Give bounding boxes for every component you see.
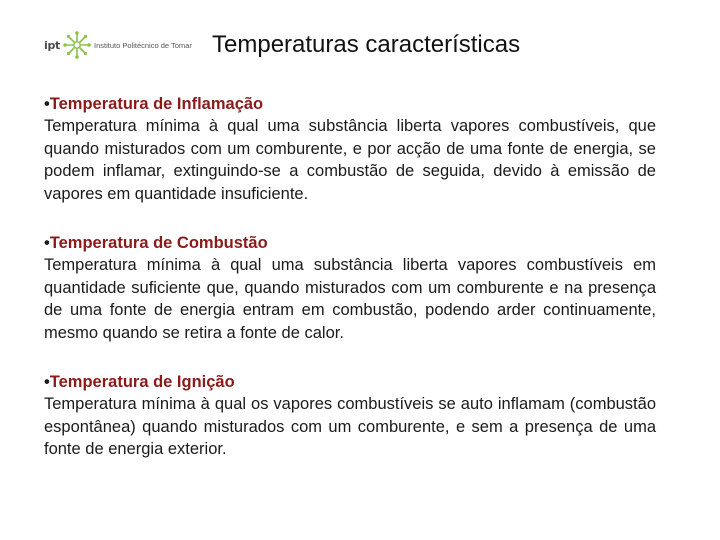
bullet: •: [44, 95, 50, 113]
bullet: •: [44, 373, 50, 391]
section-body: Temperatura mínima à qual uma substância liberta vapores combustíveis em quantidade suficiente que, quando misturados com um comburente e na presença de uma fonte de energia entram em combustão, podendo arder continuamente, mesmo quando se retira a fonte de calor.: [44, 256, 656, 342]
section-heading-text: Temperatura de Ignição: [49, 373, 235, 391]
slide-content: [44, 93, 656, 488]
section-ignition-point: [44, 371, 656, 461]
section-body: Temperatura mínima à qual uma substância liberta vapores combustíveis, que quando misturados com um comburente, e por acção de uma fonte de energia, se podem inflamar, extinguindo-se a combustão de seguida, devido à emissão de vapores em quantidade insuficiente.: [44, 117, 656, 203]
logo-abbreviation: ipt: [44, 38, 61, 52]
section-combustion-point: [44, 232, 656, 344]
slide-title: Temperaturas características: [212, 31, 521, 58]
institution-logo: [44, 30, 194, 60]
section-heading: [44, 232, 656, 254]
section-heading-text: Temperatura de Combustão: [49, 234, 268, 252]
section-heading-text: Temperatura de Inflamação: [49, 95, 264, 113]
section-flash-point: [44, 93, 656, 205]
bullet: •: [44, 234, 50, 252]
section-body: Temperatura mínima à qual os vapores combustíveis se auto inflamam (combustão espontânea) quando misturados com um comburente, e sem a presença de uma fonte de energia exterior.: [44, 395, 656, 458]
section-heading: [44, 371, 656, 393]
section-heading: [44, 93, 656, 115]
logo-flower-icon: [62, 30, 92, 60]
logo-institution-name: Instituto Politécnico de Tomar: [94, 40, 192, 50]
